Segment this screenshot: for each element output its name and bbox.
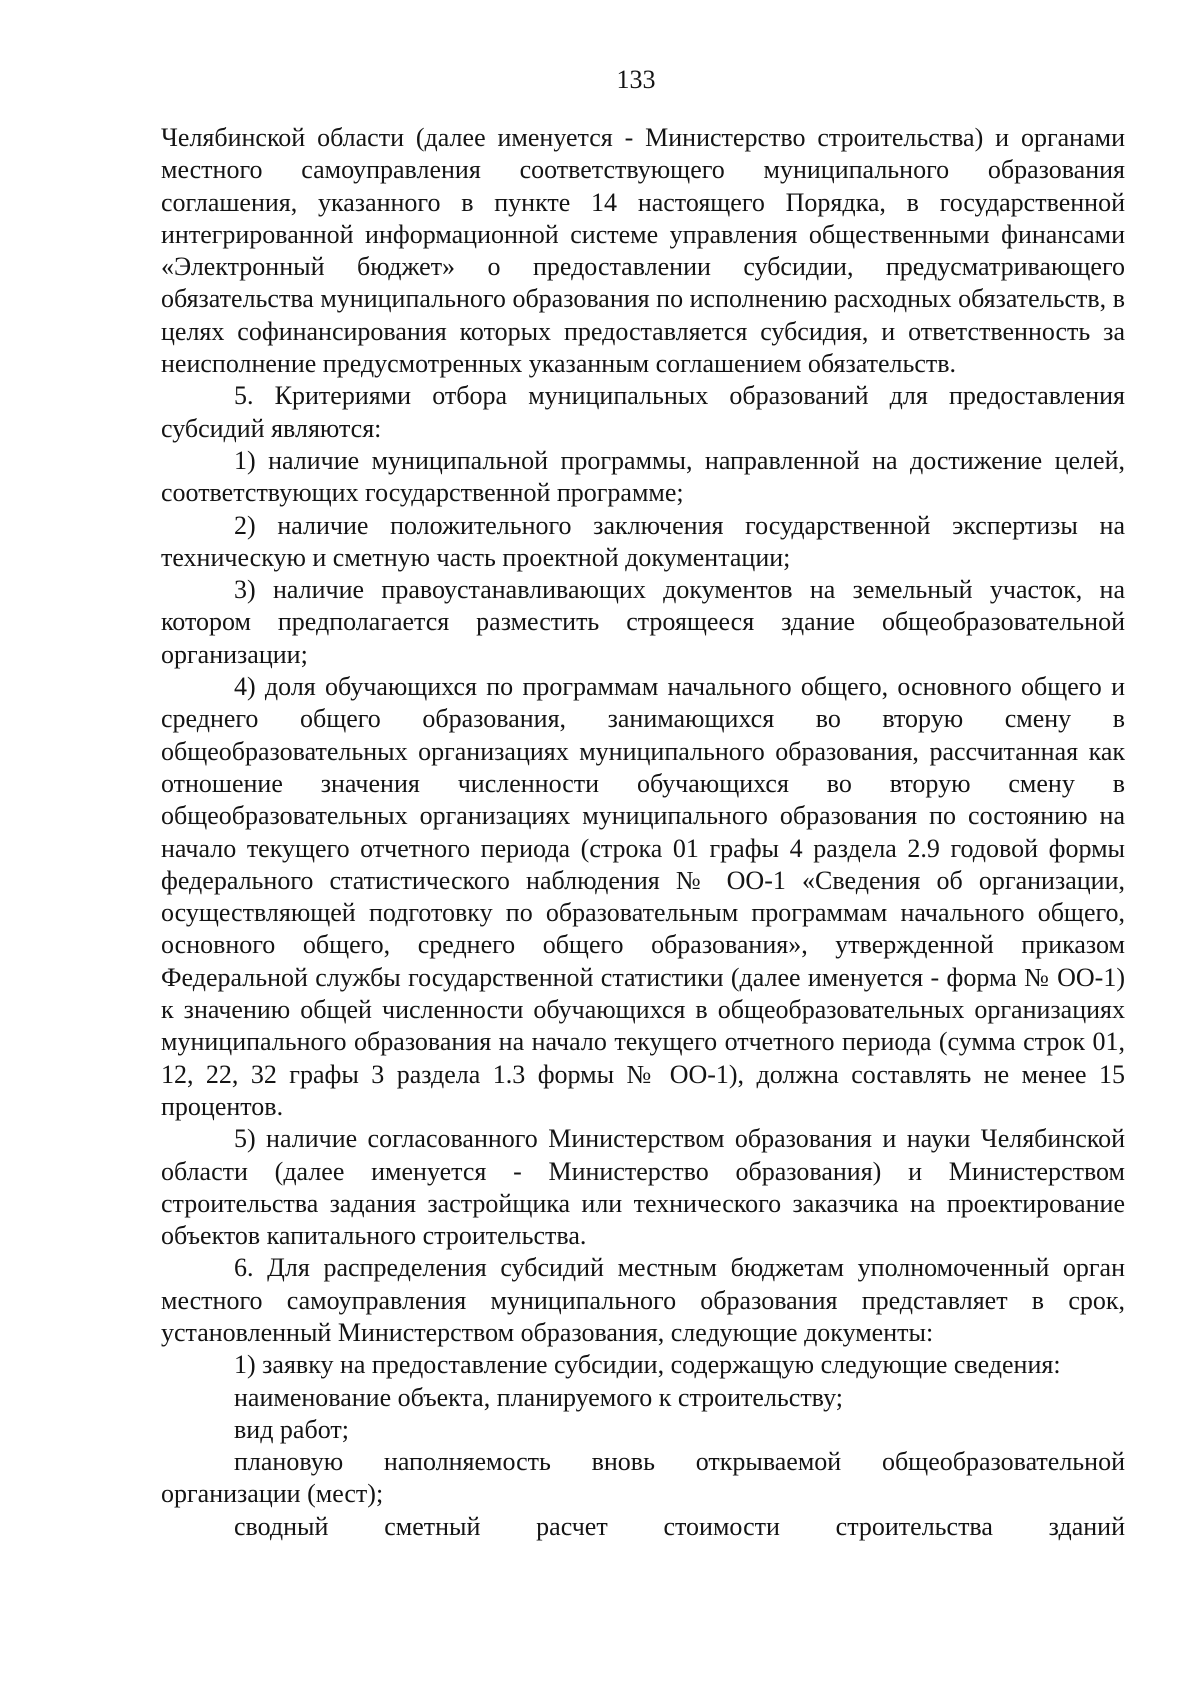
paragraph-cost-estimate: сводный сметный расчет стоимости строительства зданий	[234, 1511, 1125, 1541]
paragraph-work-type: вид работ;	[234, 1414, 349, 1444]
paragraph-criterion-3: 3) наличие правоустанавливающих документов на земельный участок, на котором предполагается разместить строящееся здание общеобразовательной организации;	[161, 575, 1125, 669]
paragraph-selection-criteria: 5. Критериями отбора муниципальных образований для предоставления субсидий являются:	[161, 381, 1125, 443]
paragraph-planned-capacity: плановую наполняемость вновь открываемой общеобразовательной организации (мест);	[161, 1447, 1125, 1509]
paragraph-criterion-2: 2) наличие положительного заключения государственной экспертизы на техническую и сметную часть проектной документации;	[161, 510, 1125, 572]
document-body	[161, 122, 1125, 1543]
paragraph-documents-submission: 6. Для распределения субсидий местным бюджетам уполномоченный орган местного самоуправления муниципального образования представляет в срок, установленный Министерством образования, следующие документы:	[161, 1253, 1125, 1347]
paragraph-criterion-5: 5) наличие согласованного Министерством образования и науки Челябинской области (далее именуется - Министерство образования) и Министерством строительства задания застройщика или технического заказчика на проектирование объектов капитального строительства.	[161, 1124, 1125, 1251]
paragraph-criterion-4: 4) доля обучающихся по программам начального общего, основного общего и среднего общего образования, занимающихся во вторую смену в общеобразовательных организациях муниципального образования, рассчитанная как отношение значения численности обучающихся во вторую смену в общеобразовательных организациях муниципального образования по состоянию на начало текущего отчетного периода (строка 01 графы 4 раздела 2.9 годовой формы федерального статистического наблюдения № ОО-1 «Сведения об организации, осуществляющей подготовку по образовательным программам начального общего, основного общего, среднего общего образования», утвержденной приказом Федеральной службы государственной статистики (далее именуется - форма № ОО-1) к значению общей численности обучающихся в общеобразовательных организациях муниципального образования на начало текущего отчетного периода (сумма строк 01, 12, 22, 32 графы 3 раздела 1.3 формы № ОО-1), должна составлять не менее 15 процентов.	[161, 672, 1125, 1121]
page-number: 133	[616, 65, 656, 94]
paragraph-criterion-1: 1) наличие муниципальной программы, направленной на достижение целей, соответствующих государственной программе;	[161, 445, 1125, 508]
paragraph-application: 1) заявку на предоставление субсидии, содержащую следующие сведения:	[234, 1350, 1061, 1380]
paragraph-ministry-agreement: Челябинской области (далее именуется - Министерство строительства) и органами местного самоуправления соответствующего муниципального образования соглашения, указанного в пункте 14 настоящего Порядка, в государственной интегрированной информационной системе управления общественными финансами «Электронный бюджет» о предоставлении субсидии, предусматривающего обязательства муниципального образования по исполнению расходных обязательств, в целях софинансирования которых предоставляется субсидия, и ответственность за неисполнение предусмотренных указанным соглашением обязательств.	[161, 123, 1125, 379]
paragraph-object-name: наименование объекта, планируемого к строительству;	[234, 1382, 843, 1412]
